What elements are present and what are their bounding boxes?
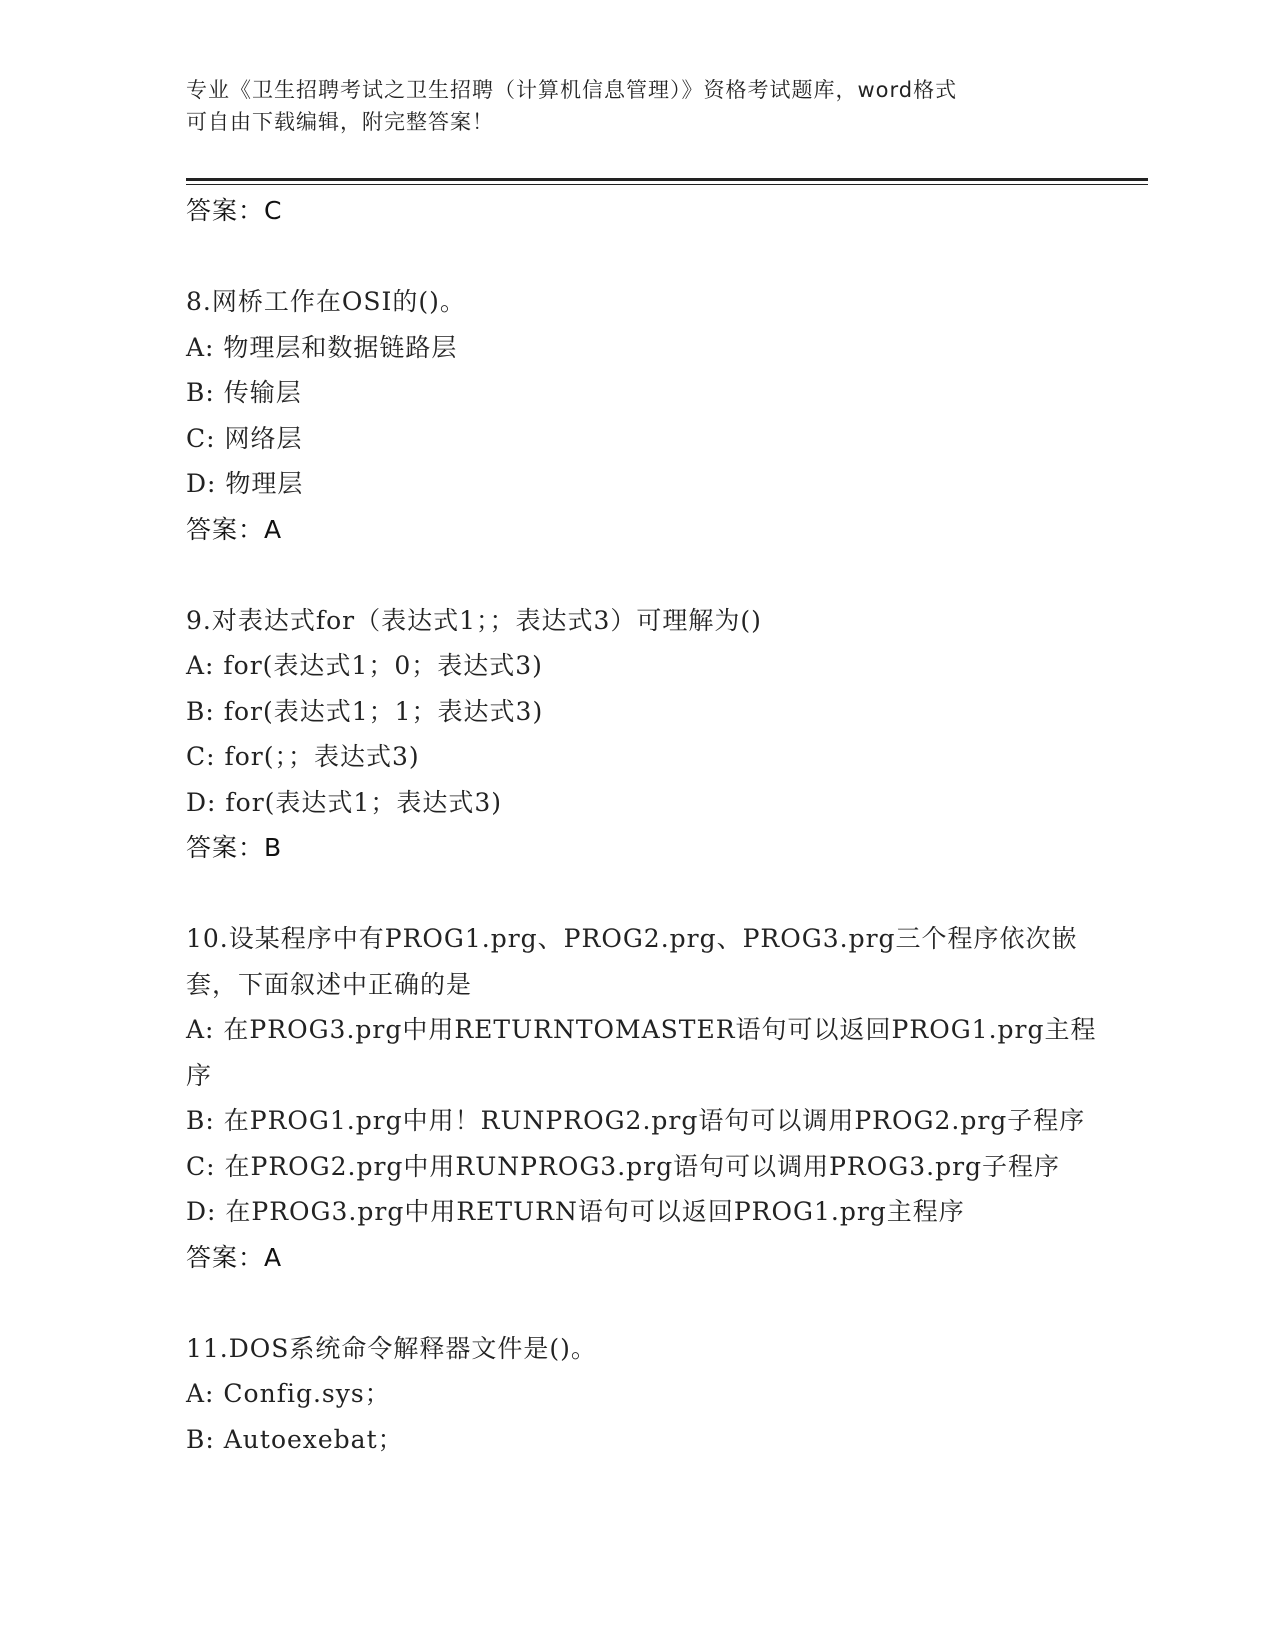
question-10 — [186, 916, 1097, 1280]
option-b: B: 传输层 — [186, 378, 302, 407]
header-divider-thin — [186, 184, 1148, 185]
option-a-line-2: 序 — [186, 1060, 213, 1090]
question-stem-line-1: 10.设某程序中有PROG1.prg、PROG2.prg、PROG3.prg三个程序依次嵌 — [186, 924, 1078, 953]
answer: 答案：A — [186, 1242, 283, 1272]
option-b: B: for(表达式1；1；表达式3) — [186, 696, 544, 726]
header-title-line-1: 专业《卫生招聘考试之卫生招聘（计算机信息管理）》资格考试题库，word格式 — [186, 78, 958, 102]
question-stem: 11.DOS系统命令解释器文件是()。 — [186, 1333, 597, 1363]
option-d: D: 在PROG3.prg中用RETURN语句可以返回PROG1.prg主程序 — [186, 1197, 965, 1226]
option-c: C: for(；；表达式3) — [186, 742, 420, 771]
option-c: C: 网络层 — [186, 423, 303, 453]
option-d: D: for(表达式1；表达式3) — [186, 787, 502, 817]
spacer — [186, 234, 1086, 280]
option-a: A: for(表达式1；0；表达式3) — [186, 651, 543, 680]
question-stem: 8.网桥工作在OSI的()。 — [186, 287, 466, 316]
option-a: A: 物理层和数据链路层 — [186, 332, 458, 362]
question-stem: 9.对表达式for（表达式1；；表达式3）可理解为() — [186, 605, 762, 635]
answer: 答案：B — [186, 833, 283, 862]
spacer — [186, 1280, 1086, 1326]
question-8 — [186, 279, 1086, 552]
option-b: B: Autoexebat； — [186, 1424, 404, 1454]
question-9 — [186, 598, 1086, 871]
option-a: A: Config.sys； — [186, 1379, 391, 1408]
option-b: B: 在PROG1.prg中用！RUNPROG2.prg语句可以调用PROG2.prg子程序 — [186, 1106, 1086, 1135]
question-stem-line-2: 套，下面叙述中正确的是 — [186, 969, 473, 999]
document-header — [186, 74, 1066, 138]
answer: 答案：A — [186, 514, 283, 544]
spacer — [186, 871, 1086, 917]
spacer — [186, 552, 1086, 598]
question-list — [186, 188, 1097, 1462]
answer-previous: 答案：C — [186, 196, 283, 225]
header-title-line-2: 可自由下载编辑，附完整答案！ — [186, 110, 494, 134]
option-d: D: 物理层 — [186, 469, 304, 498]
question-11 — [186, 1326, 1086, 1463]
option-c: C: 在PROG2.prg中用RUNPROG3.prg语句可以调用PROG3.prg子程序 — [186, 1151, 1061, 1181]
header-divider-thick — [186, 178, 1148, 181]
option-a-line-1: A: 在PROG3.prg中用RETURNTOMASTER语句可以返回PROG1.prg主程 — [186, 1015, 1097, 1044]
